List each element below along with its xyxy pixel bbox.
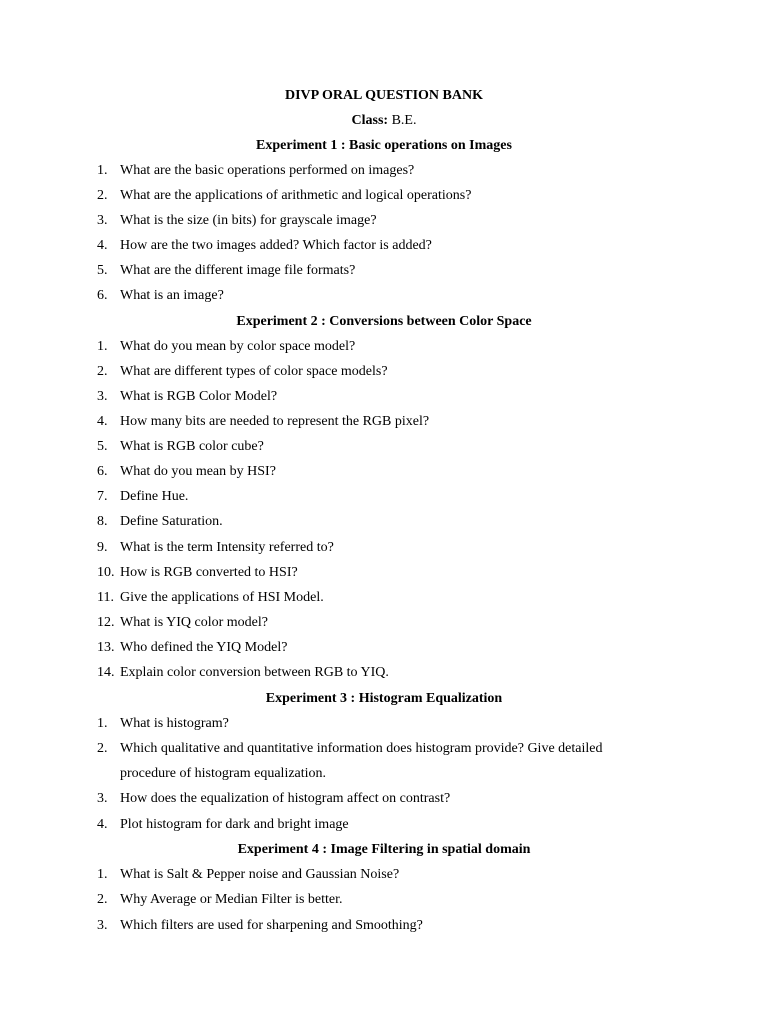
- section-heading-3: Experiment 3 : Histogram Equalization: [265, 691, 503, 706]
- section-heading-1: Experiment 1 : Basic operations on Images: [256, 138, 512, 153]
- question-number: 9.: [97, 540, 108, 555]
- question-number: 4.: [97, 238, 108, 253]
- class-label: Class:: [351, 113, 389, 128]
- question-number: 1.: [97, 339, 108, 354]
- question-text: What are the basic operations performed on images?: [120, 163, 415, 178]
- question-number: 4.: [97, 414, 108, 429]
- question-text: What is Salt & Pepper noise and Gaussian Noise?: [120, 867, 400, 882]
- question-number: 1.: [97, 867, 108, 882]
- question-text: What is RGB color cube?: [120, 439, 264, 454]
- question-number: 3.: [97, 918, 108, 933]
- question-text-continuation: procedure of histogram equalization.: [120, 766, 327, 781]
- question-number: 1.: [97, 163, 108, 178]
- question-number: 12.: [97, 615, 115, 630]
- question-number: 1.: [97, 716, 108, 731]
- question-text: What is YIQ color model?: [120, 615, 268, 630]
- question-text: What is histogram?: [120, 716, 229, 731]
- question-text: Who defined the YIQ Model?: [120, 640, 288, 655]
- question-text: Why Average or Median Filter is better.: [120, 892, 343, 907]
- question-number: 4.: [97, 817, 108, 832]
- question-number: 7.: [97, 489, 108, 504]
- question-number: 8.: [97, 514, 108, 529]
- question-number: 2.: [97, 741, 108, 756]
- question-number: 13.: [97, 640, 115, 655]
- question-text: Explain color conversion between RGB to YIQ.: [120, 665, 389, 680]
- section-heading-2: Experiment 2 : Conversions between Color Space: [236, 314, 532, 329]
- question-text: What is the term Intensity referred to?: [120, 540, 334, 555]
- question-number: 3.: [97, 389, 108, 404]
- question-text: What do you mean by HSI?: [120, 464, 276, 479]
- question-text: Which filters are used for sharpening and Smoothing?: [120, 918, 423, 933]
- question-text: How many bits are needed to represent the RGB pixel?: [120, 414, 430, 429]
- question-text: What is an image?: [120, 288, 224, 303]
- question-text: Plot histogram for dark and bright image: [120, 817, 349, 832]
- question-number: 2.: [97, 892, 108, 907]
- question-text: What is the size (in bits) for grayscale image?: [120, 213, 377, 228]
- question-text: What is RGB Color Model?: [120, 389, 278, 404]
- question-number: 3.: [97, 791, 108, 806]
- question-text: What do you mean by color space model?: [120, 339, 356, 354]
- question-text: Which qualitative and quantitative information does histogram provide? Give detailed: [120, 741, 603, 756]
- question-text: Define Hue.: [120, 489, 189, 504]
- class-value: B.E.: [391, 113, 417, 128]
- question-number: 5.: [97, 263, 108, 278]
- question-text: How are the two images added? Which factor is added?: [120, 238, 432, 253]
- question-number: 14.: [97, 665, 115, 680]
- question-number: 10.: [97, 565, 115, 580]
- question-number: 3.: [97, 213, 108, 228]
- question-text: Give the applications of HSI Model.: [120, 590, 324, 605]
- question-number: 2.: [97, 188, 108, 203]
- question-number: 6.: [97, 464, 108, 479]
- question-text: What are different types of color space models?: [120, 364, 388, 379]
- question-text: What are the different image file formats?: [120, 263, 356, 278]
- document-title: DIVP ORAL QUESTION BANK: [285, 88, 483, 103]
- question-text: How does the equalization of histogram affect on contrast?: [120, 791, 451, 806]
- question-number: 6.: [97, 288, 108, 303]
- question-text: Define Saturation.: [120, 514, 223, 529]
- question-number: 2.: [97, 364, 108, 379]
- question-text: What are the applications of arithmetic and logical operations?: [120, 188, 472, 203]
- question-number: 11.: [97, 590, 114, 605]
- question-text: How is RGB converted to HSI?: [120, 565, 298, 580]
- class-line: [0, 112, 768, 130]
- question-number: 5.: [97, 439, 108, 454]
- section-heading-4: Experiment 4 : Image Filtering in spatial domain: [237, 842, 531, 857]
